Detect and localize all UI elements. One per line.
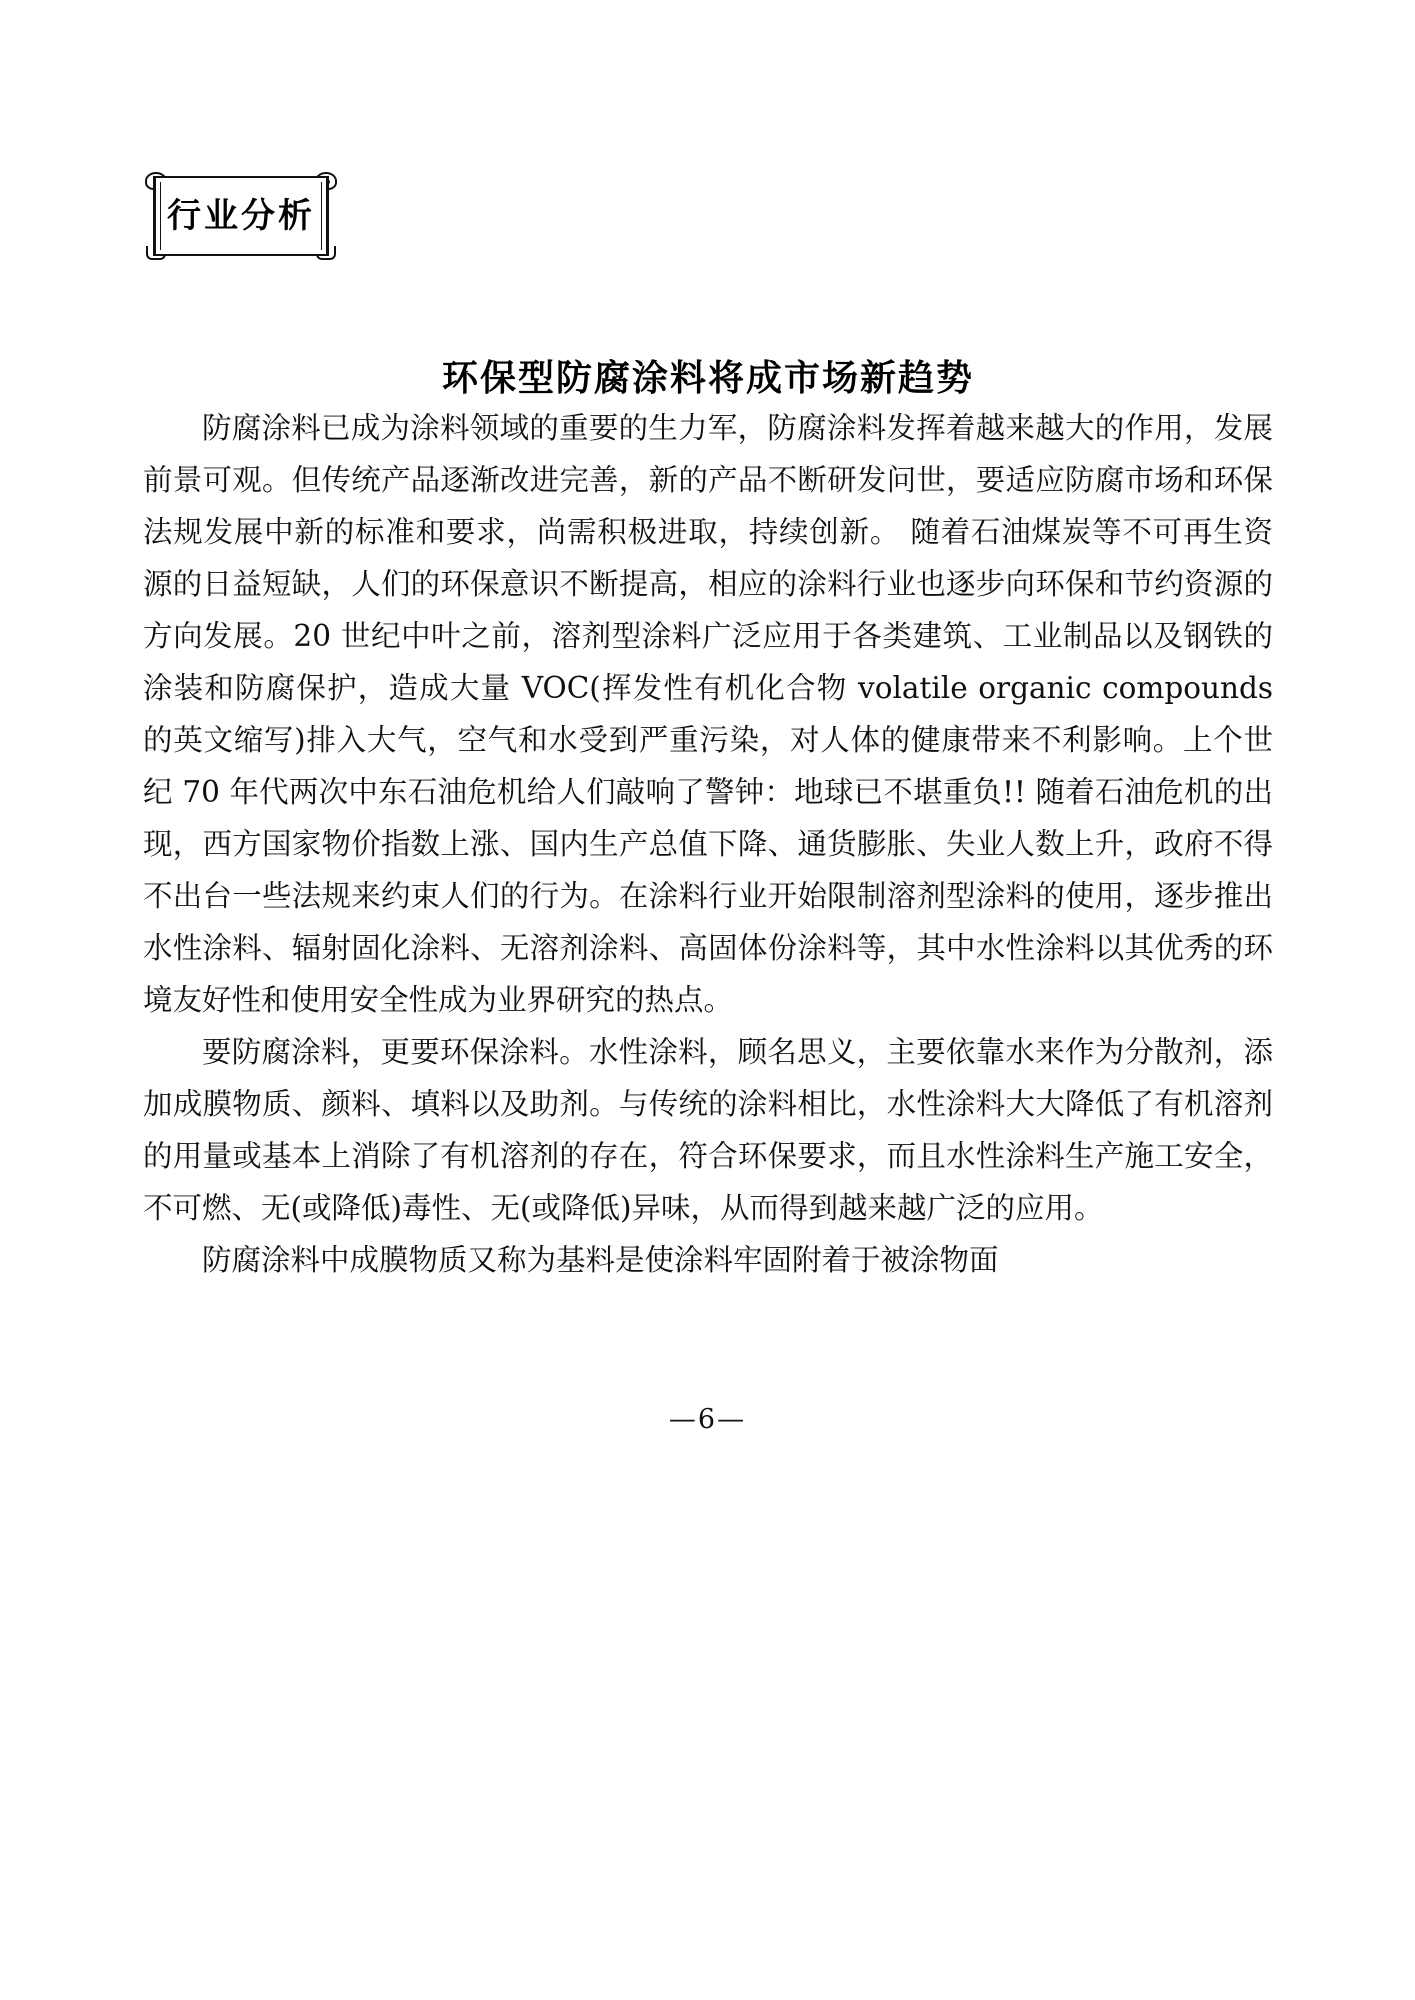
- article-paragraph: 要防腐涂料，更要环保涂料。水性涂料，顾名思义，主要依靠水来作为分散剂，添加成膜物质、颜料、填料以及助剂。与传统的涂料相比，水性涂料大大降低了有机溶剂的用量或基本上消除了有机溶剂的存在，符合环保要求，而且水性涂料生产施工安全，不可燃、无(或降低)毒性、无(或降低)异味，从而得到越来越广泛的应用。: [143, 1035, 1273, 1225]
- article-paragraph: 防腐涂料已成为涂料领域的重要的生力军，防腐涂料发挥着越来越大的作用，发展前景可观。但传统产品逐渐改进完善，新的产品不断研发问世，要适应防腐市场和环保法规发展中新的标准和要求，尚需积极进取，持续创新。 随着石油煤炭等不可再生资源的日益短缺，人们的环保意识不断提高，相应的涂料行业也逐步向环保和节约资源的方向发展。20 世纪中叶之前，溶剂型涂料广泛应用于各类建筑、工业制品以及钢铁的涂装和防腐保护，造成大量 VOC(挥发性有机化合物 volatile organic compounds 的英文缩写)排入大气，空气和水受到严重污染，对人体的健康带来不利影响。上个世纪 70 年代两次中东石油危机给人们敲响了警钟：地球已不堪重负!! 随着石油危机的出现，西方国家物价指数上涨、国内生产总值下降、通货膨胀、失业人数上升，政府不得不出台一些法规来约束人们的行为。在涂料行业开始限制溶剂型涂料的使用，逐步推出水性涂料、辐射固化涂料、无溶剂涂料、高固体份涂料等，其中水性涂料以其优秀的环境友好性和使用安全性成为业界研究的热点。: [143, 411, 1273, 1017]
- article-body: [143, 402, 1273, 1286]
- section-banner-label: 行业分析: [167, 196, 315, 236]
- page-number: —6—: [668, 1404, 747, 1435]
- article-title: 环保型防腐涂料将成市场新趋势: [441, 357, 974, 400]
- section-banner: [143, 172, 339, 260]
- article-paragraph: 防腐涂料中成膜物质又称为基料是使涂料牢固附着于被涂物面: [202, 1243, 999, 1277]
